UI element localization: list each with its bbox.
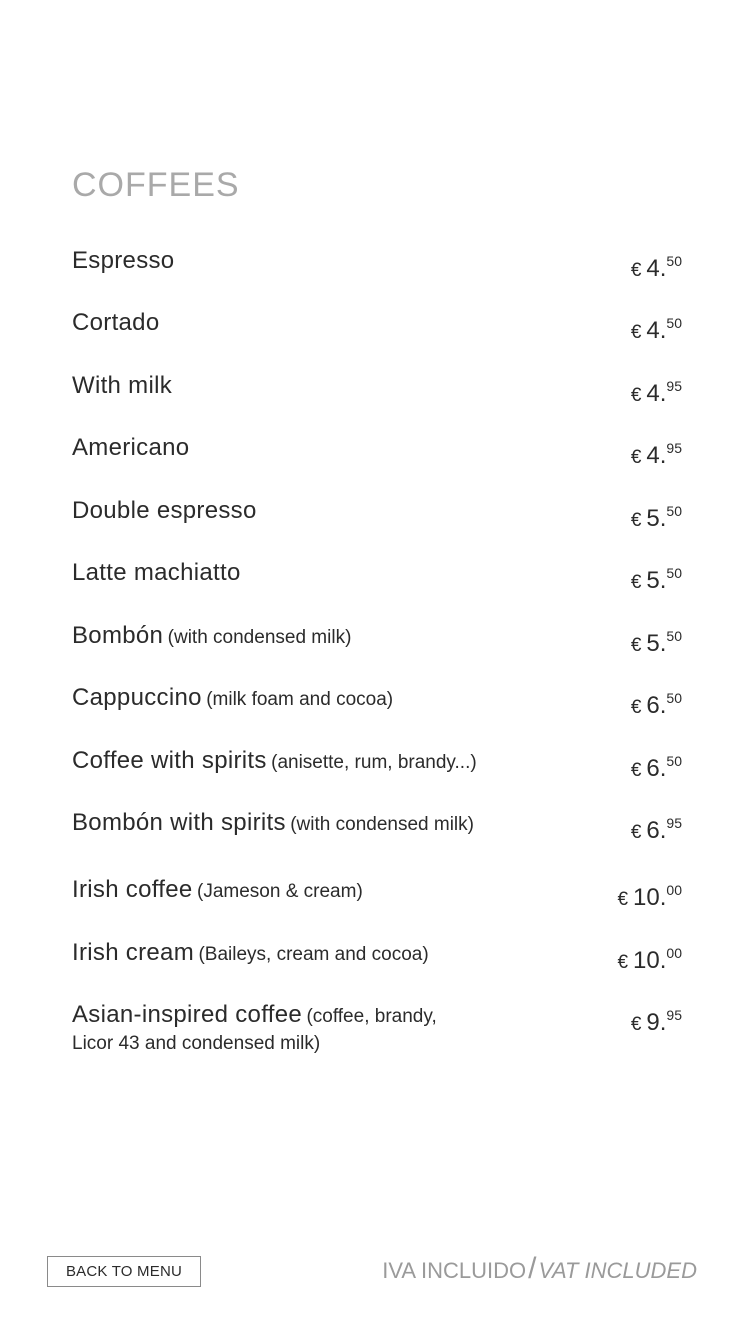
item-description: (with condensed milk)	[290, 814, 474, 835]
vat-label-es: IVA INCLUIDO	[382, 1258, 527, 1283]
price-whole: 5.	[646, 567, 667, 594]
item-text	[72, 435, 542, 464]
item-description: (milk foam and cocoa)	[206, 689, 394, 710]
price-whole: 9.	[646, 1009, 667, 1036]
item-name: Cappuccino	[72, 684, 202, 711]
item-price	[631, 435, 682, 472]
item-name: Coffee with spirits	[72, 747, 267, 774]
item-name: Irish cream	[72, 939, 194, 966]
price-cents: 50	[666, 253, 682, 269]
price-currency: €	[630, 697, 642, 718]
item-description: (Baileys, cream and cocoa)	[198, 944, 429, 965]
item-description: (coffee, brandy,	[306, 1006, 437, 1027]
item-name: Bombón with spirits	[72, 809, 286, 836]
item-name: Bombón	[72, 622, 164, 649]
price-whole: 10.	[633, 884, 667, 911]
price-currency: €	[617, 889, 629, 910]
item-price	[617, 877, 682, 914]
item-description-line2: Licor 43 and condensed milk)	[72, 1033, 321, 1054]
item-text	[72, 877, 542, 906]
item-price	[617, 940, 682, 977]
price-whole: 5.	[646, 630, 667, 657]
item-text	[72, 498, 542, 527]
item-description: (Jameson & cream)	[197, 881, 363, 902]
price-currency: €	[630, 822, 642, 843]
price-currency: €	[630, 260, 642, 281]
vat-separator: /	[528, 1252, 537, 1285]
item-text	[72, 623, 542, 652]
item-price	[631, 248, 682, 285]
item-text	[72, 940, 542, 969]
price-cents: 50	[666, 628, 682, 644]
item-text	[72, 685, 542, 714]
item-price	[631, 498, 682, 535]
menu-list	[72, 0, 682, 1333]
price-currency: €	[617, 952, 629, 973]
price-cents: 50	[666, 690, 682, 706]
price-currency: €	[630, 385, 642, 406]
price-cents: 50	[666, 753, 682, 769]
item-name: Irish coffee	[72, 876, 193, 903]
price-cents: 50	[666, 315, 682, 331]
item-text	[72, 248, 542, 277]
item-text	[72, 748, 542, 777]
price-currency: €	[630, 322, 642, 343]
price-cents: 00	[666, 882, 682, 898]
item-price	[631, 373, 682, 410]
price-whole: 4.	[646, 317, 667, 344]
vat-note	[382, 1252, 697, 1286]
price-whole: 10.	[633, 947, 667, 974]
item-text	[72, 373, 542, 402]
back-to-menu-button[interactable]: BACK TO MENU	[47, 1256, 201, 1287]
price-cents: 95	[666, 440, 682, 456]
price-currency: €	[630, 510, 642, 531]
item-price	[631, 310, 682, 347]
price-cents: 50	[666, 503, 682, 519]
price-whole: 6.	[646, 755, 667, 782]
price-whole: 4.	[646, 442, 667, 469]
price-whole: 6.	[646, 692, 667, 719]
item-description: (with condensed milk)	[167, 627, 352, 648]
price-whole: 4.	[646, 380, 667, 407]
price-currency: €	[630, 572, 642, 593]
price-currency: €	[630, 635, 642, 656]
item-name: Asian-inspired coffee	[72, 1001, 302, 1028]
price-whole: 6.	[646, 817, 667, 844]
price-whole: 4.	[646, 255, 667, 282]
item-name: Espresso	[72, 247, 175, 274]
item-name: Double espresso	[72, 497, 257, 524]
price-cents: 50	[666, 565, 682, 581]
price-currency: €	[630, 760, 642, 781]
price-currency: €	[630, 1014, 642, 1035]
item-text	[72, 310, 542, 339]
item-name: Latte machiatto	[72, 559, 241, 586]
item-price	[631, 748, 682, 785]
item-text	[72, 1002, 542, 1058]
price-cents: 95	[666, 815, 682, 831]
section-title: COFFEES	[72, 166, 240, 204]
item-price	[631, 1002, 682, 1039]
item-name: Americano	[72, 434, 190, 461]
item-text	[72, 560, 542, 589]
price-currency: €	[630, 447, 642, 468]
item-text	[72, 810, 542, 839]
price-whole: 5.	[646, 505, 667, 532]
vat-label-en: VAT INCLUDED	[538, 1258, 697, 1283]
item-name: Cortado	[72, 309, 160, 336]
item-description: (anisette, rum, brandy...)	[271, 752, 477, 773]
item-price	[631, 623, 682, 660]
price-cents: 95	[666, 1007, 682, 1023]
item-price	[631, 685, 682, 722]
item-name: With milk	[72, 372, 173, 399]
item-price	[631, 560, 682, 597]
price-cents: 95	[666, 378, 682, 394]
item-price	[631, 810, 682, 847]
price-cents: 00	[666, 945, 682, 961]
